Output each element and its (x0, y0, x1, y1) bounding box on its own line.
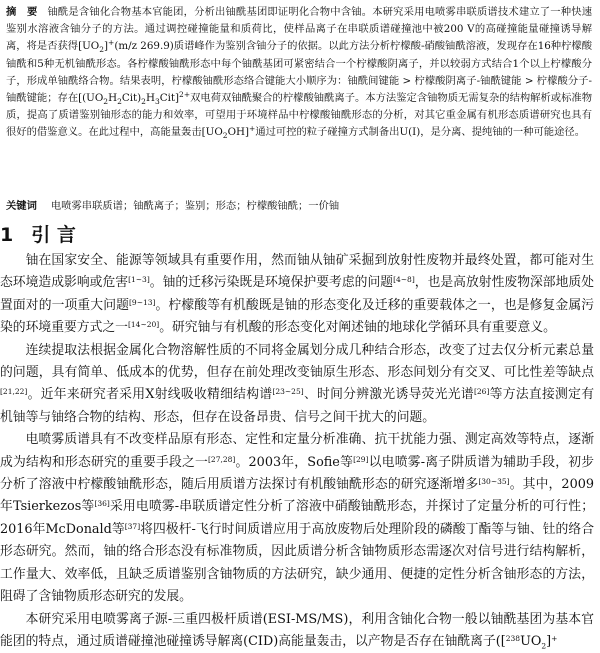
subscript: 2 (99, 45, 104, 54)
citation: [21,22] (0, 387, 27, 396)
paragraph-2 (0, 340, 594, 430)
abstract-text: H (108, 92, 117, 104)
abstract-text: (m/z 269.9)质谱峰作为鉴别含铀分子的依据。以此方法分析柠檬酸-硝酸铀酰溶液，发现存在16种柠檬酸铀酰和5种无机铀酰形态。各柠檬酸铀酰形态中每个铀酰基团可紧密结合一个柠檬酸阴离子，并以较弱方式结合1个以上柠檬酸分子，形成单铀酰络合物。结果表明，柠檬酸铀酰形态络合键能大小顺序为：铀酰间键能 > 柠檬酸阴离子-铀酰键能 > 柠檬酸分子-铀酰键能；存在[(UO (6, 40, 592, 104)
citation: [1~3] (128, 275, 150, 284)
abstract-text: ] (104, 40, 108, 52)
abstract-text: Cit) (122, 92, 141, 104)
citation: [9~13] (129, 298, 155, 307)
citation: [36] (94, 499, 109, 508)
superscript: + (108, 38, 114, 47)
section-heading (0, 222, 76, 248)
paragraph-text: 本研究采用电喷雾离子源-三重四极杆质谱(ESI-MS/MS)，利用含铀化合物一般以铀酰基团为基本官能团的特点，通过质谱碰撞池碰撞诱导解离(CID)高能量轰击，以产物是否存在铀酰离子([ (0, 612, 594, 649)
paragraph-text: 。柠檬酸等有机酸既是铀的形态变化及迁移的重要载体之一，也是修复金属污染的环境重要方式之一 (0, 298, 594, 335)
abstract (6, 4, 592, 142)
abstract-text: H (146, 92, 155, 104)
paragraph-text: 连续提取法根据金属化合物溶解性质的不同将金属划分成几种结合形态，改变了过去仅分析元素总量的问题，具有简单、低成本的优势，但存在前处理改变铀原生形态、形态间划分有交叉、可比性差等缺点 (0, 343, 594, 380)
subscript: 3 (155, 97, 160, 106)
paragraph-1 (0, 250, 594, 340)
citation: [26] (474, 387, 489, 396)
superscript: 2+ (179, 90, 190, 99)
paragraph-text: 、时间分辨激光诱导荧光光谱 (304, 387, 474, 402)
abstract-text: Cit] (160, 92, 179, 104)
paragraph-text: 。2003年，Sofie等 (235, 455, 353, 470)
paragraph-text: 。研究铀与有机酸的形态变化对阐述铀的地球化学循环具有重要意义。 (159, 320, 556, 335)
paragraph-text: ] (546, 634, 551, 649)
paragraph-text: 以电喷雾-离子阱质谱为辅助手段，初步分析了溶液中柠檬酸铀酰形态，随后用质谱方法探讨有机酸铀酰形态的研究逐渐增多 (0, 455, 594, 492)
paragraph-text: 。近年来研究者采用X射线吸收精细结构谱 (27, 387, 272, 402)
paragraph-text: 等方法直接测定有机铀等与铀络合物的结构、形态，但存在设备昂贵、信号之间干扰大的问题。 (0, 387, 594, 424)
keywords (6, 198, 592, 214)
paragraph-text: ，也是高放射性废物深部地质处置面对的一项重大问题 (0, 275, 594, 312)
keywords-text: 电喷雾串联质谱；铀酰离子；鉴别；形态；柠檬酸铀酰；一价铀 (51, 200, 339, 212)
paragraph-3 (0, 429, 594, 608)
superscript: + (249, 124, 255, 133)
subscript: 2 (103, 97, 108, 106)
abstract-text: 通过可控的粒子碰撞方式制备出U(I)，是分离、提纯铀的一种可能途径。 (255, 126, 585, 138)
subscript: 2 (117, 97, 122, 106)
paragraph-text: 铀在国家安全、能源等领域具有重要作用，然而铀从铀矿采掘到放射性废物并最终处置，都可能对生态环境造成影响或危害 (0, 253, 594, 290)
paragraph-text: 。其中，2009年Tsierkezos等 (0, 477, 594, 514)
superscript: 238 (506, 634, 520, 643)
paragraph-text: 电喷雾质谱具有不改变样品原有形态、定性和定量分析准确、抗干扰能力强、测定高效等特点，逐渐成为结构和形态研究的重要手段之一 (0, 432, 594, 469)
subscript: 2 (223, 131, 228, 140)
section-title: 引 言 (31, 224, 76, 246)
citation: [4~8] (393, 275, 415, 284)
abstract-text: 双电荷双铀酰聚合的柠檬酸铀酰离子。本方法鉴定含铀物质无需复杂的结构解析或标准物质，提高了质谱鉴别铀形态的能力和效率，可望用于环境样品中柠檬酸铀酰形态的分析，对其它重金属有机形态质谱研究也具有很好的借鉴意义。在此过程中，高能量轰击[UO (6, 92, 592, 138)
citation: [27,28] (208, 455, 235, 464)
paragraph-text: 。铀的迁移污染既是环境保护要考虑的问题 (150, 275, 393, 290)
citation: [29] (353, 455, 368, 464)
citation: [37] (125, 522, 140, 531)
abstract-label: 摘 要 (6, 6, 37, 18)
subscript: 2 (141, 97, 146, 106)
citation: [23~25] (272, 387, 303, 396)
citation: [30~35] (478, 477, 509, 486)
subscript: 2 (541, 641, 546, 650)
keywords-label: 关键词 (6, 200, 37, 212)
citation: [14~20] (128, 320, 159, 329)
body-text (0, 250, 594, 653)
superscript: + (551, 634, 557, 643)
paragraph-text: 将四极杆-飞行时间质谱应用于高放废物后处理阶段的磷酸丁酯等与铀、钍的络合形态研究。然而，铀的络合形态没有标准物质，因此质谱分析含铀物质形态需逐次对信号进行结构解析，工作量大、效率低，且缺乏质谱鉴别含铀物质的方法研究，缺少通用、便捷的定性分析含铀形态的方法，阻碍了含铀物质形态研究的发展。 (0, 522, 594, 604)
abstract-text: OH] (228, 126, 249, 138)
paragraph-4 (0, 609, 594, 653)
paragraph-text: UO (520, 634, 541, 649)
abstract-text: 铀酰是含铀化合物基本官能团，分析出铀酰基团即证明化合物中含铀。本研究采用电喷雾串联质谱技术建立了一种快速鉴别水溶液含铀分子的方法。通过调控碰撞能量和质荷比，使样品离子在串联质谱碰撞池中被200 V的高碰撞能量碰撞诱导解离，将是否获得[UO (6, 6, 592, 52)
section-number: 1 (0, 224, 13, 246)
paragraph-text: 采用电喷雾-串联质谱定性分析了溶液中硝酸铀酰形态，并探讨了定量分析的可行性；2016年McDonald等 (0, 499, 594, 536)
